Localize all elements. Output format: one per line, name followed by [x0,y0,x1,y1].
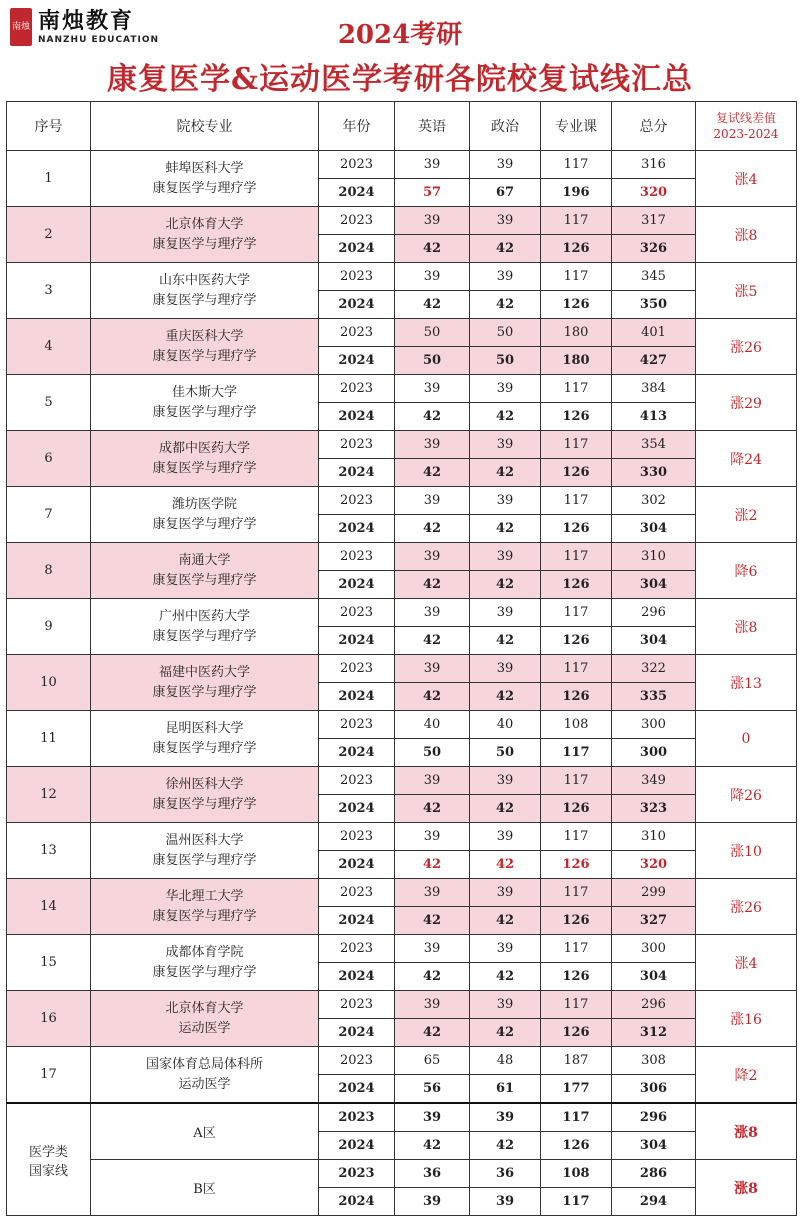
table-row [7,879,797,907]
score-cell: 42 [470,403,541,431]
score-cell: 2024 [319,963,395,991]
school-cell: 成都中医药大学 康复医学与理疗学 [91,431,319,487]
score-cell: 61 [470,1075,541,1104]
score-cell: 117 [541,879,612,907]
score-cell: 2024 [319,627,395,655]
score-cell: 36 [470,1160,541,1188]
score-cell: 42 [470,851,541,879]
score-cell: 126 [541,291,612,319]
score-cell: 180 [541,319,612,347]
score-cell: 42 [470,627,541,655]
table-row [7,319,797,347]
score-cell: 304 [612,571,696,599]
score-cell: 126 [541,459,612,487]
score-cell: 304 [612,963,696,991]
school-cell: 重庆医科大学 康复医学与理疗学 [91,319,319,375]
score-cell: 320 [612,851,696,879]
diff-cell: 涨8 [696,599,797,655]
school-cell: 北京体育大学 康复医学与理疗学 [91,207,319,263]
diff-cell: 涨26 [696,879,797,935]
score-cell: 2023 [319,319,395,347]
score-cell: 48 [470,1047,541,1075]
score-table [6,101,797,1216]
row-no: 15 [7,935,91,991]
score-cell: 317 [612,207,696,235]
score-cell: 2024 [319,683,395,711]
table-row [7,151,797,179]
score-cell: 39 [470,151,541,179]
school-cell: 潍坊医学院 康复医学与理疗学 [91,487,319,543]
score-cell: 2023 [319,823,395,851]
score-cell: 2024 [319,571,395,599]
table-row [7,1160,797,1188]
score-cell: 39 [470,599,541,627]
score-cell: 2023 [319,1103,395,1132]
score-cell: 2024 [319,795,395,823]
score-cell: 323 [612,795,696,823]
score-cell: 39 [395,599,470,627]
diff-cell: 降6 [696,543,797,599]
score-cell: 39 [395,263,470,291]
table-row [7,1103,797,1132]
score-cell: 42 [395,963,470,991]
score-cell: 2023 [319,655,395,683]
score-cell: 117 [541,739,612,767]
score-cell: 117 [541,151,612,179]
diff-cell: 涨13 [696,655,797,711]
score-cell: 2024 [319,515,395,543]
score-cell: 42 [395,571,470,599]
score-cell: 117 [541,207,612,235]
score-cell: 312 [612,1019,696,1047]
score-cell: 42 [470,963,541,991]
score-cell: 2024 [319,459,395,487]
row-no: 9 [7,599,91,655]
score-cell: 300 [612,711,696,739]
score-cell: 320 [612,179,696,207]
score-cell: 354 [612,431,696,459]
score-cell: 330 [612,459,696,487]
score-cell: 39 [470,543,541,571]
score-cell: 326 [612,235,696,263]
score-cell: 117 [541,767,612,795]
score-cell: 39 [395,935,470,963]
score-cell: 126 [541,571,612,599]
score-cell: 56 [395,1075,470,1104]
row-no: 8 [7,543,91,599]
row-no: 5 [7,375,91,431]
score-cell: 42 [395,683,470,711]
score-cell: 302 [612,487,696,515]
diff-cell: 降2 [696,1047,797,1104]
score-cell: 2024 [319,1019,395,1047]
header-major: 专业课 [541,102,612,151]
score-cell: 187 [541,1047,612,1075]
score-cell: 126 [541,683,612,711]
diff-cell: 涨8 [696,1103,797,1160]
score-cell: 39 [470,207,541,235]
score-cell: 2023 [319,711,395,739]
score-cell: 286 [612,1160,696,1188]
diff-cell: 涨8 [696,207,797,263]
row-no: 1 [7,151,91,207]
score-cell: 126 [541,851,612,879]
score-cell: 117 [541,991,612,1019]
score-cell: 42 [470,1132,541,1160]
score-cell: 40 [470,711,541,739]
header-year: 年份 [319,102,395,151]
score-cell: 42 [395,459,470,487]
score-cell: 42 [470,291,541,319]
score-cell: 39 [395,655,470,683]
score-cell: 117 [541,543,612,571]
score-cell: 296 [612,1103,696,1132]
school-rows [7,151,797,1104]
score-cell: 42 [395,1132,470,1160]
table-row [7,375,797,403]
table-row [7,935,797,963]
score-cell: 349 [612,767,696,795]
score-cell: 57 [395,179,470,207]
diff-cell: 涨8 [696,1160,797,1216]
score-cell: 2024 [319,235,395,263]
score-cell: 39 [395,1188,470,1216]
national-line-rows [7,1103,797,1216]
diff-cell: 涨4 [696,935,797,991]
score-cell: 2023 [319,991,395,1019]
score-cell: 327 [612,907,696,935]
score-cell: 2023 [319,431,395,459]
score-cell: 2024 [319,291,395,319]
school-cell: 广州中医药大学 康复医学与理疗学 [91,599,319,655]
score-cell: 322 [612,655,696,683]
table-row [7,655,797,683]
score-cell: 300 [612,935,696,963]
header-no: 序号 [7,102,91,151]
score-cell: 108 [541,711,612,739]
score-cell: 2024 [319,1188,395,1216]
score-cell: 306 [612,1075,696,1104]
logo-seal: 南烛 [10,8,32,46]
score-cell: 413 [612,403,696,431]
score-cell: 2023 [319,935,395,963]
score-cell: 39 [470,375,541,403]
header-english: 英语 [395,102,470,151]
table-row [7,207,797,235]
score-cell: 126 [541,795,612,823]
score-cell: 39 [470,263,541,291]
table-row [7,1047,797,1075]
diff-cell: 涨2 [696,487,797,543]
school-cell: 温州医科大学 康复医学与理疗学 [91,823,319,879]
score-cell: 39 [395,487,470,515]
score-cell: 316 [612,151,696,179]
score-cell: 2023 [319,151,395,179]
score-cell: 42 [395,235,470,263]
diff-cell: 涨4 [696,151,797,207]
score-cell: 39 [395,767,470,795]
score-cell: 2023 [319,263,395,291]
row-no: 16 [7,991,91,1047]
header-diff: 复试线差值 2023-2024 [696,102,797,151]
diff-cell: 0 [696,711,797,767]
diff-cell: 涨16 [696,991,797,1047]
score-cell: 42 [395,907,470,935]
score-cell: 39 [395,431,470,459]
score-cell: 42 [395,1019,470,1047]
score-cell: 39 [470,991,541,1019]
score-cell: 42 [470,907,541,935]
score-cell: 2024 [319,851,395,879]
score-cell: 39 [470,655,541,683]
page-title: 康复医学&运动医学考研各院校复试线汇总 [106,62,694,97]
score-cell: 39 [470,767,541,795]
score-cell: 296 [612,599,696,627]
score-cell: 39 [470,1188,541,1216]
score-cell: 42 [395,795,470,823]
score-cell: 126 [541,627,612,655]
school-cell: 华北理工大学 康复医学与理疗学 [91,879,319,935]
row-no: 6 [7,431,91,487]
header-politics: 政治 [470,102,541,151]
national-line-label: 医学类 国家线 [7,1103,91,1216]
score-cell: 2024 [319,403,395,431]
school-cell: 蚌埠医科大学 康复医学与理疗学 [91,151,319,207]
score-cell: 117 [541,375,612,403]
score-cell: 42 [395,291,470,319]
score-cell: 310 [612,823,696,851]
score-cell: 42 [470,515,541,543]
row-no: 10 [7,655,91,711]
table-row [7,487,797,515]
row-no: 2 [7,207,91,263]
score-cell: 2024 [319,1075,395,1104]
score-cell: 2023 [319,767,395,795]
score-cell: 50 [395,319,470,347]
score-cell: 39 [470,431,541,459]
score-cell: 42 [470,795,541,823]
score-cell: 2024 [319,907,395,935]
score-cell: 401 [612,319,696,347]
score-cell: 39 [470,1103,541,1132]
page-header [0,0,800,100]
score-cell: 2023 [319,487,395,515]
score-cell: 304 [612,627,696,655]
score-cell: 39 [470,823,541,851]
table-row [7,767,797,795]
score-cell: 117 [541,263,612,291]
logo-english: NANZHU EDUCATION [38,35,159,45]
score-cell: 117 [541,1103,612,1132]
score-cell: 2023 [319,599,395,627]
score-cell: 2024 [319,179,395,207]
score-cell: 2024 [319,1132,395,1160]
score-cell: 126 [541,1132,612,1160]
row-no: 11 [7,711,91,767]
score-cell: 42 [470,683,541,711]
school-cell: 南通大学 康复医学与理疗学 [91,543,319,599]
school-cell: 徐州医科大学 康复医学与理疗学 [91,767,319,823]
score-cell: 2023 [319,1047,395,1075]
score-cell: 294 [612,1188,696,1216]
score-cell: 39 [395,543,470,571]
score-cell: 39 [395,1103,470,1132]
table-row [7,431,797,459]
header-school: 院校专业 [91,102,319,151]
diff-cell: 降24 [696,431,797,487]
score-cell: 39 [395,879,470,907]
score-cell: 42 [395,515,470,543]
score-cell: 427 [612,347,696,375]
score-cell: 117 [541,935,612,963]
score-cell: 117 [541,487,612,515]
score-cell: 180 [541,347,612,375]
score-cell: 67 [470,179,541,207]
score-cell: 50 [470,347,541,375]
region-cell: A区 [91,1103,319,1160]
score-cell: 50 [470,739,541,767]
score-cell: 310 [612,543,696,571]
score-cell: 42 [395,627,470,655]
score-cell: 2023 [319,879,395,907]
school-cell: 佳木斯大学 康复医学与理疗学 [91,375,319,431]
score-cell: 300 [612,739,696,767]
table-row [7,711,797,739]
table-row [7,599,797,627]
score-cell: 117 [541,599,612,627]
score-cell: 42 [470,571,541,599]
school-cell: 山东中医药大学 康复医学与理疗学 [91,263,319,319]
score-cell: 42 [470,235,541,263]
row-no: 3 [7,263,91,319]
row-no: 12 [7,767,91,823]
score-cell: 126 [541,1019,612,1047]
score-cell: 345 [612,263,696,291]
school-cell: 昆明医科大学 康复医学与理疗学 [91,711,319,767]
score-cell: 39 [395,991,470,1019]
score-cell: 39 [395,151,470,179]
score-cell: 42 [395,403,470,431]
score-cell: 384 [612,375,696,403]
row-no: 7 [7,487,91,543]
table-row [7,823,797,851]
row-no: 14 [7,879,91,935]
score-cell: 126 [541,515,612,543]
score-cell: 126 [541,403,612,431]
region-cell: B区 [91,1160,319,1216]
score-cell: 65 [395,1047,470,1075]
score-cell: 2023 [319,207,395,235]
score-cell: 40 [395,711,470,739]
score-cell: 335 [612,683,696,711]
logo-name: 南烛教育 [38,9,135,34]
row-no: 4 [7,319,91,375]
score-cell: 42 [470,459,541,487]
score-cell: 39 [470,935,541,963]
score-cell: 117 [541,655,612,683]
score-cell: 39 [395,823,470,851]
school-cell: 成都体育学院 康复医学与理疗学 [91,935,319,991]
score-cell: 39 [470,487,541,515]
score-cell: 196 [541,179,612,207]
table-row [7,543,797,571]
score-cell: 39 [395,375,470,403]
score-cell: 2024 [319,739,395,767]
score-cell: 304 [612,1132,696,1160]
score-cell: 296 [612,991,696,1019]
school-cell: 国家体育总局体科所 运动医学 [91,1047,319,1104]
score-cell: 108 [541,1160,612,1188]
score-cell: 117 [541,431,612,459]
school-cell: 北京体育大学 运动医学 [91,991,319,1047]
score-cell: 2023 [319,1160,395,1188]
table-row [7,991,797,1019]
diff-cell: 涨29 [696,375,797,431]
row-no: 17 [7,1047,91,1104]
diff-cell: 涨5 [696,263,797,319]
score-cell: 126 [541,235,612,263]
score-cell: 117 [541,1188,612,1216]
header-total: 总分 [612,102,696,151]
diff-cell: 涨10 [696,823,797,879]
score-cell: 50 [395,739,470,767]
score-cell: 36 [395,1160,470,1188]
table-row [7,263,797,291]
score-cell: 126 [541,907,612,935]
row-no: 13 [7,823,91,879]
score-cell: 42 [395,851,470,879]
school-cell: 福建中医药大学 康复医学与理疗学 [91,655,319,711]
score-cell: 299 [612,879,696,907]
diff-cell: 涨26 [696,319,797,375]
score-cell: 304 [612,515,696,543]
score-cell: 39 [470,879,541,907]
score-cell: 308 [612,1047,696,1075]
score-cell: 117 [541,823,612,851]
score-cell: 50 [470,319,541,347]
score-cell: 39 [395,207,470,235]
score-cell: 50 [395,347,470,375]
score-cell: 2023 [319,543,395,571]
score-cell: 2024 [319,347,395,375]
score-cell: 177 [541,1075,612,1104]
score-cell: 2023 [319,375,395,403]
page-title-year: 2024考研 [337,20,463,50]
diff-cell: 降26 [696,767,797,823]
table-header-row [7,102,797,151]
score-cell: 350 [612,291,696,319]
score-cell: 42 [470,1019,541,1047]
score-cell: 126 [541,963,612,991]
